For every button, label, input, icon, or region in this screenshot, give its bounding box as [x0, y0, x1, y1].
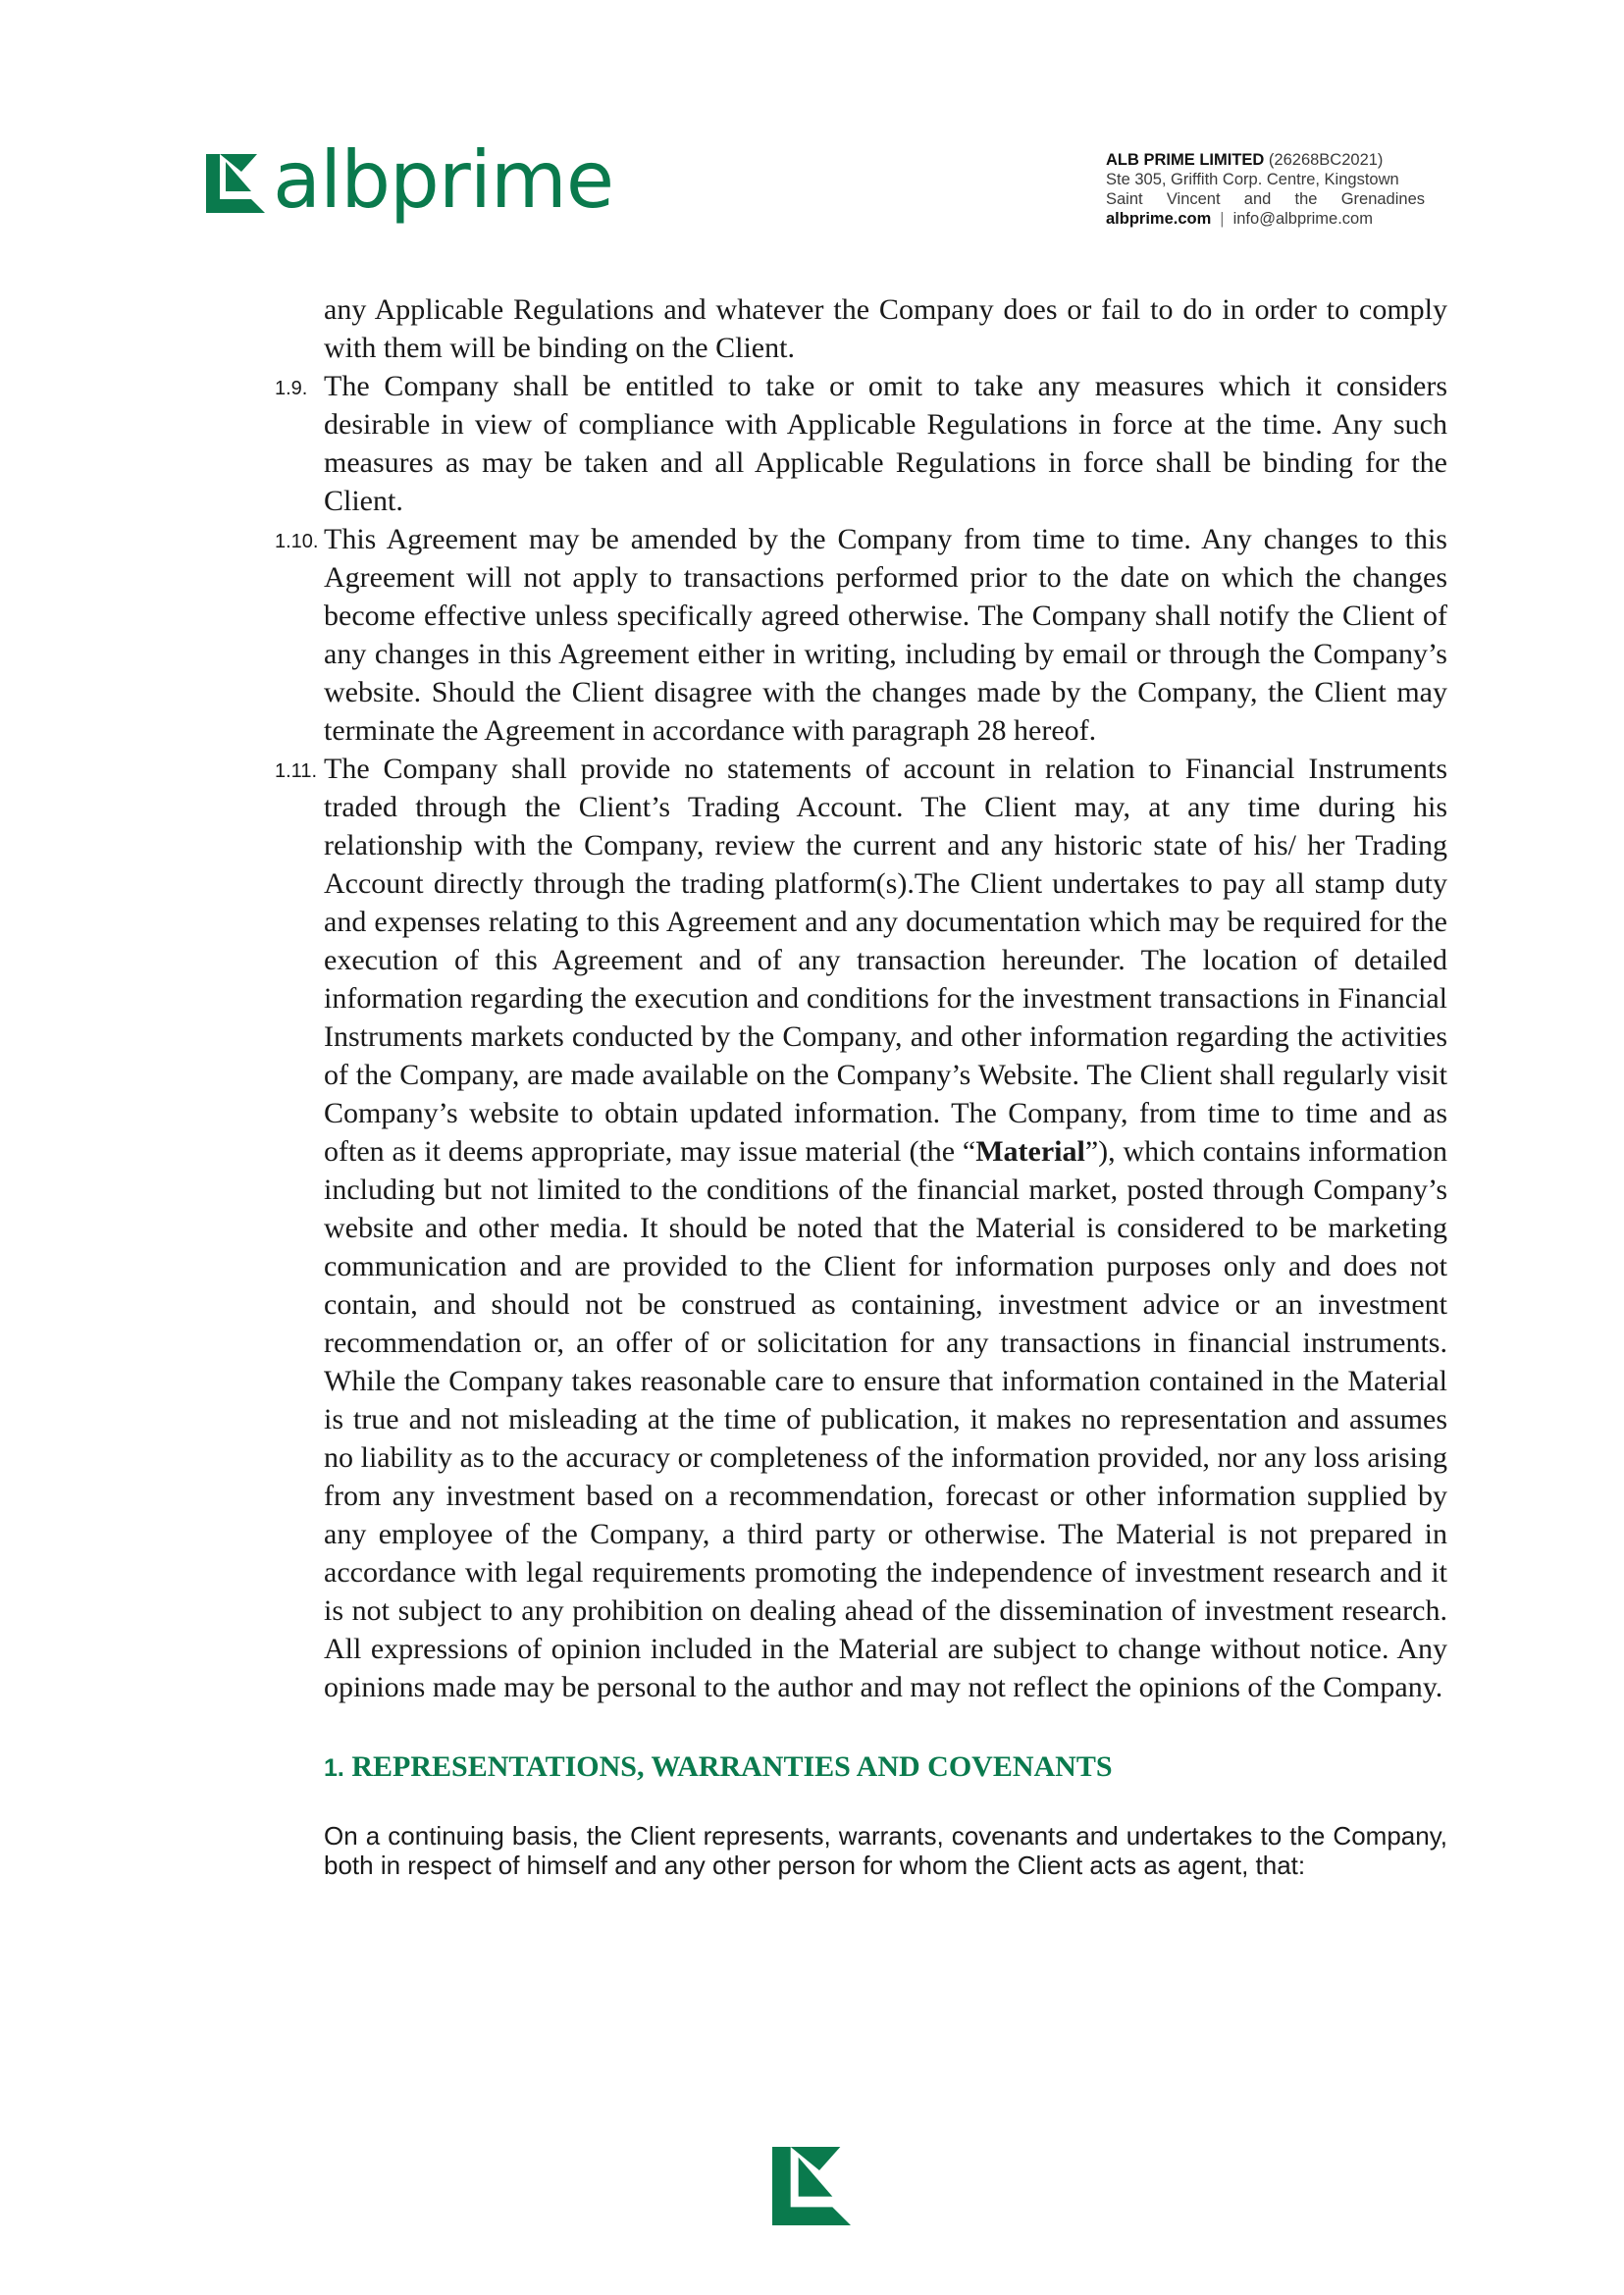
email-link[interactable]: info@albprime.com — [1232, 210, 1373, 228]
section-title: REPRESENTATIONS, WARRANTIES AND COVENANTS — [351, 1750, 1113, 1783]
company-registration: (26268BC2021) — [1268, 151, 1384, 169]
clause-text: The Company shall be entitled to take or omit to take any measures which it considers desirable in view of compliance with Applicable Regulations in force at the time. Any such measures as may be taken and all Applicable Regulations in force shall be binding for the Client. — [324, 370, 1447, 517]
logo-mark-icon — [206, 154, 265, 213]
section-intro-paragraph: On a continuing basis, the Client represents, warrants, covenants and undertakes to the Company, both in respect of himself and any other person for whom the Client acts as agent, that: — [324, 1821, 1447, 1880]
section-heading — [275, 1747, 1447, 1788]
clause-text: This Agreement may be amended by the Company from time to time. Any changes to this Agreement will not apply to transactions performed prior to the date on which the changes become effective unless specifically agreed otherwise. The Company shall notify the Client of any changes in this Agreement either in writing, including by email or through the Company’s website. Should the Client disagree with the changes made by the Company, the Client may terminate the Agreement in accordance with paragraph 28 hereof. — [324, 523, 1447, 747]
clause-number: 1.11. — [275, 760, 317, 782]
company-name-line — [1106, 150, 1425, 170]
company-info-block — [1106, 150, 1425, 229]
document-body — [275, 290, 1447, 1880]
clause-1-11 — [275, 750, 1447, 1706]
clause-text-before: The Company shall provide no statements of account in relation to Financial Instruments traded through the Client’s Trading Account. The Client may, at any time during his relationship with the Company, review the current and any historic state of his/ her Trading Account directly through the trading platform(s).The Client undertakes to pay all stamp duty and expenses relating to this Agreement and any documentation which may be required for the execution of this Agreement and of any transaction hereunder. The location of detailed information regarding the execution and conditions for the investment transactions in Financial Instruments markets conducted by the Company, and other information regarding the activities of the Company, are made available on the Company’s Website. The Client shall regularly visit Company’s website to obtain updated information. The Company, from time to time and as often as it deems appropriate, may issue material (the “ — [324, 753, 1447, 1168]
footer-logo-icon — [772, 2147, 851, 2225]
address-line-1: Ste 305, Griffith Corp. Centre, Kingstown — [1106, 171, 1399, 188]
clause-text-after: ”), which contains information including but not limited to the conditions of the financial market, posted through Company’s website and other media. It should be noted that the Material is considered to be marketing communication and are provided to the Client for information purposes only and does not contain, and should not be construed as containing, investment advice or an investment recommendation or, an offer of or solicitation for any transactions in financial instruments. While the Company takes reasonable care to ensure that information contained in the Material is true and not misleading at the time of publication, it makes no representation and assumes no liability as to the accuracy or completeness of the information provided, nor any loss arising from any investment based on a recommendation, forecast or other information supplied by any employee of the Company, a third party or otherwise. The Material is not prepared in accordance with legal requirements promoting the independence of investment research and it is not subject to any prohibition on dealing ahead of the dissemination of investment research. All expressions of opinion included in the Material are subject to change without notice. Any opinions made may be personal to the author and may not reflect the opinions of the Company. — [324, 1135, 1448, 1703]
section-number: 1. — [324, 1754, 344, 1782]
defined-term-material: Material — [975, 1135, 1085, 1168]
clause-1-9 — [275, 367, 1447, 520]
company-logo — [206, 134, 614, 226]
contact-line — [1106, 209, 1425, 229]
address-line-2: Saint Vincent and the Grenadines — [1106, 190, 1425, 208]
continuation-paragraph: any Applicable Regulations and whatever the Company does or fail to do in order to comply with them will be binding on the Client. — [324, 293, 1447, 364]
company-name: ALB PRIME LIMITED — [1106, 151, 1265, 169]
clause-1-10 — [275, 520, 1447, 750]
contact-separator: | — [1220, 210, 1225, 228]
clause-number: 1.10. — [275, 531, 319, 552]
logo-wordmark: albprime — [273, 134, 614, 226]
website-link[interactable]: albprime.com — [1106, 210, 1212, 228]
clause-number: 1.9. — [275, 378, 308, 399]
